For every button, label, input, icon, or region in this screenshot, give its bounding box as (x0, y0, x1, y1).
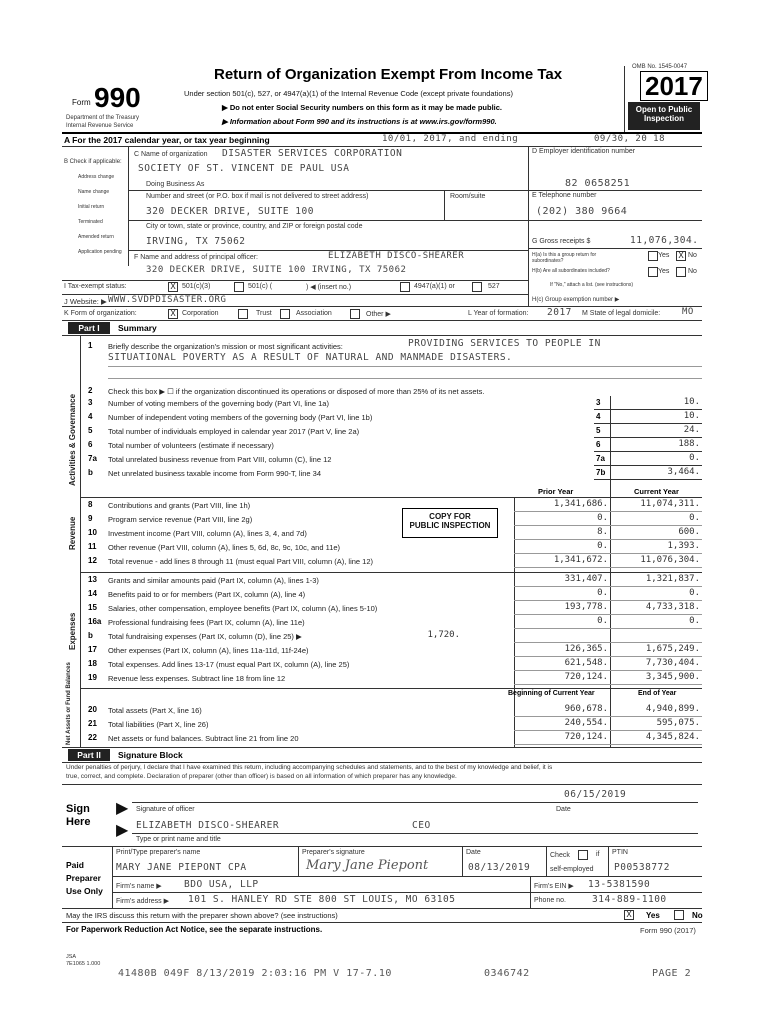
prep-sig-label: Preparer's signature (302, 849, 365, 856)
exp-row-num: 13 (88, 575, 97, 584)
exp-row-rule (514, 628, 702, 629)
city-value: IRVING, TX 75062 (146, 236, 246, 247)
may-no: No (692, 911, 703, 920)
exp-row-label: Other expenses (Part IX, column (A), lines 11a-11d, 11f-24e) (108, 646, 309, 655)
prep-date: 08/13/2019 (468, 862, 531, 873)
gov-row-num: 7a (88, 454, 97, 463)
exp-row-rule (514, 642, 702, 643)
side-net: Net Assets or Fund Balances (66, 662, 72, 745)
rev-current-value: 0. (689, 513, 700, 523)
prep-ptin: P00538772 (614, 862, 670, 873)
decl-line1: Under penalties of perjury, I declare that I have examined this return, including accompanying schedules and statements, and to the best of my knowledge and belief, it is (66, 764, 553, 771)
ein-value: 82 0658251 (565, 178, 631, 189)
i-501c: 501(c) ( (248, 283, 273, 290)
check-amended-return[interactable]: Amended return (78, 234, 114, 240)
exp-row-rule (514, 614, 702, 615)
gov-row-label: Net unrelated business taxable income from Form 990-T, line 34 (108, 469, 322, 478)
public-inspection-stamp (402, 508, 498, 538)
exp-prior-value: 720,124. (564, 672, 608, 682)
exp-prior-value: 193,778. (564, 602, 608, 612)
side-gov: Activities & Governance (68, 393, 77, 486)
website-value: WWW.SVDPDISASTER.ORG (108, 295, 227, 305)
rev-row-rule (514, 511, 702, 512)
k-corp-mark: X (170, 309, 176, 318)
check-name-change[interactable]: Name change (78, 189, 110, 195)
net-prior-value: 720,124. (564, 732, 608, 742)
form-word: Form (72, 98, 91, 107)
sig-officer-label[interactable]: Signature of officer (136, 806, 195, 813)
gov-row-label: Total unrelated business revenue from Part VIII, column (C), line 12 (108, 455, 332, 464)
prep-signature: Mary Jane Piepont (306, 858, 429, 873)
g-label: G Gross receipts $ (532, 238, 591, 245)
ha-no-mark: X (678, 251, 684, 260)
prep-name-label: Print/Type preparer's name (116, 849, 201, 856)
exp-row-rule (514, 684, 702, 685)
officer-name: ELIZABETH DISCO-SHEARER (328, 251, 465, 261)
l2-num: 2 (88, 386, 93, 395)
rev-row-num: 8 (88, 500, 93, 509)
rev-prior-value: 8. (597, 527, 608, 537)
form-title: Return of Organization Exempt From Income Tax (214, 66, 563, 83)
footer-code: 7E1065 1.000 (66, 961, 101, 967)
rev-row-label: Total revenue - add lines 8 through 11 (must equal Part VIII, column (A), line 12) (108, 557, 373, 566)
exp-current-value: 1,321,837. (645, 574, 700, 584)
net-current-value: 4,940,899. (645, 704, 700, 714)
may-yes: Yes (646, 911, 660, 920)
open-public-text: Open to Public (635, 105, 693, 114)
hb-label: H(b) Are all subordinates included? (532, 268, 610, 274)
check-initial-return[interactable]: Initial return (78, 204, 105, 210)
rev-row-label: Investment income (Part VIII, column (A), lines 3, 4, and 7d) (108, 529, 307, 538)
exp-row-label: Grants and similar amounts paid (Part IX, column (A), lines 1-3) (108, 576, 319, 585)
net-row-label: Total assets (Part X, line 16) (108, 706, 202, 715)
org-name-1: DISASTER SERVICES CORPORATION (222, 148, 403, 159)
prep-if-label: if (596, 851, 600, 858)
part1-title: Summary (118, 323, 157, 333)
exp-prior-value: 621,548. (564, 658, 608, 668)
exp-row-rule (514, 656, 702, 657)
officer-address: 320 DECKER DRIVE, SUITE 100 IRVING, TX 75062 (146, 265, 407, 275)
exp-row-label: Revenue less expenses. Subtract line 18 from line 12 (108, 674, 286, 683)
tax-year: 2017 (640, 71, 708, 101)
firm-address: 101 S. HANLEY RD STE 800 ST LOUIS, MO 63105 (188, 894, 456, 905)
dba-label: Doing Business As (146, 181, 205, 188)
footer-id: 0346742 (484, 968, 530, 979)
net-prior-value: 240,554. (564, 718, 608, 728)
net-row-label: Net assets or fund balances. Subtract line 21 from line 20 (108, 734, 299, 743)
rev-current-value: 11,076,304. (640, 555, 700, 565)
gov-row-box: 7b (596, 468, 606, 477)
may-discuss-text: May the IRS discuss this return with the preparer shown above? (see instructions) (66, 911, 338, 920)
gov-row-label: Total number of individuals employed in calendar year 2017 (Part V, line 2a) (108, 427, 360, 436)
gov-row-value: 0. (689, 453, 700, 463)
exp-prior-value: 331,407. (564, 574, 608, 584)
net-row-rule (514, 730, 702, 731)
sign-date-label: Date (556, 806, 571, 813)
rev-row-rule (514, 553, 702, 554)
exp-row-label: Benefits paid to or for members (Part IX, column (A), line 4) (108, 590, 306, 599)
ha-no-checkbox[interactable] (676, 251, 686, 261)
ha-no[interactable]: No (688, 252, 697, 259)
current-year-head: Current Year (634, 487, 679, 496)
paid-label: Paid (66, 860, 84, 870)
preparer-label: Preparer (66, 873, 101, 883)
line-k-label: K Form of organization: (64, 310, 137, 317)
exp-row-num: 18 (88, 659, 97, 668)
line-i-label: I Tax-exempt status: (64, 283, 127, 290)
firm-name: BDO USA, LLP (184, 879, 259, 890)
exp-row-num: 17 (88, 645, 97, 654)
exp-row-label: Salaries, other compensation, employee benefits (Part IX, column (A), lines 5-10) (108, 604, 378, 613)
exp-row-label: Professional fundraising fees (Part IX, column (A), line 11e) (108, 618, 305, 627)
i-insert: ) ◀ (insert no.) (306, 284, 352, 291)
use-only-label: Use Only (66, 886, 103, 896)
prior-year-head: Prior Year (538, 487, 574, 496)
may-yes-mark: X (626, 910, 632, 919)
m-value: MO (682, 307, 694, 317)
pra-notice: For Paperwork Reduction Act Notice, see the separate instructions. (66, 925, 323, 934)
check-terminated[interactable]: Terminated (78, 219, 103, 225)
i-527: 527 (488, 283, 500, 290)
firm-label: Firm's name ▶ (116, 883, 162, 890)
section-b-label: B Check if applicable: (64, 159, 122, 165)
k-trust: Trust (256, 310, 272, 317)
street-value: 320 DECKER DRIVE, SUITE 100 (146, 206, 314, 217)
prep-self-label: self-employed (550, 866, 594, 873)
form-number: 990 (94, 82, 141, 113)
hc-label: H(c) Group exemption number ▶ (532, 297, 620, 303)
rev-row-rule (514, 525, 702, 526)
side-exp: Expenses (68, 612, 77, 650)
gov-row-label: Number of independent voting members of the governing body (Part VI, line 1b) (108, 413, 373, 422)
rev-prior-value: 0. (597, 541, 608, 551)
l-label: L Year of formation: (468, 310, 529, 317)
net-row-rule (514, 744, 702, 745)
exp-prior-value: 0. (597, 616, 608, 626)
rev-row-num: 9 (88, 514, 93, 523)
firm-phone-label: Phone no. (534, 897, 566, 904)
net-row-label: Total liabilities (Part X, line 26) (108, 720, 209, 729)
footer-page: PAGE 2 (652, 968, 692, 979)
rev-current-value: 1,393. (667, 541, 700, 551)
net-row-num: 21 (88, 719, 97, 728)
i-4947: 4947(a)(1) or (414, 283, 455, 290)
e-label: E Telephone number (532, 192, 597, 199)
line-a-begin: 10/01, 2017, and ending (382, 134, 519, 144)
line-a-label: A For the 2017 calendar year, or tax year beginning (64, 135, 270, 145)
footer-jsa: JSA (66, 954, 77, 960)
phone-value: (202) 380 9664 (536, 206, 628, 217)
rev-row-num: 12 (88, 556, 97, 565)
gov-row-num: b (88, 468, 93, 477)
stamp-line2: PUBLIC INSPECTION (409, 521, 491, 530)
decl-line2: true, correct, and complete. Declaration of preparer (other than officer) is based on all information of which preparer has any knowledge. (66, 773, 457, 780)
rev-row-label: Other revenue (Part VIII, column (A), lines 5, 6d, 8c, 9c, 10c, and 11e) (108, 543, 341, 552)
gov-row-value: 3,464. (667, 467, 700, 477)
gov-row-num: 4 (88, 412, 93, 421)
open-to-public-box (628, 102, 700, 130)
exp-row-num: 19 (88, 673, 97, 682)
inspection-text: Inspection (643, 114, 684, 123)
exp-current-value: 4,733,318. (645, 602, 700, 612)
line-j-label: J Website: ▶ (64, 297, 107, 306)
exp-current-value: 7,730,404. (645, 658, 700, 668)
exp-row-num: 15 (88, 603, 97, 612)
room-label: Room/suite (450, 193, 486, 200)
footer-form: Form 990 (2017) (640, 926, 696, 935)
info-note: ▶ Information about Form 990 and its instructions is at www.irs.gov/form990. (222, 117, 497, 126)
irs-label: Internal Revenue Service (66, 123, 134, 129)
omb-number: OMB No. 1545-0047 (632, 64, 688, 70)
firm-addr-label: Firm's address ▶ (116, 898, 170, 905)
d-label: D Employer identification number (532, 148, 636, 155)
exp-current-value: 1,675,249. (645, 644, 700, 654)
f-label: F Name and address of principal officer: (134, 254, 258, 261)
rev-row-label: Contributions and grants (Part VIII, line 1h) (108, 501, 251, 510)
part2-title: Signature Block (118, 750, 183, 760)
hb-no[interactable]: No (688, 268, 697, 275)
k-corp-checkbox[interactable] (168, 309, 178, 319)
mission-1: PROVIDING SERVICES TO PEOPLE IN (408, 338, 601, 349)
gov-row-box: 7a (596, 454, 605, 463)
rev-current-value: 11,074,311. (640, 499, 700, 509)
gov-row-value: 24. (683, 425, 700, 435)
gov-row-value: 10. (683, 411, 700, 421)
sign-arrow-icon: ▶ (116, 800, 129, 817)
gov-row-num: 6 (88, 440, 93, 449)
l1-num: 1 (88, 341, 93, 350)
exp-prior-value: 0. (597, 588, 608, 598)
firm-ein-label: Firm's EIN ▶ (534, 883, 574, 890)
part2-tag: Part II (68, 749, 110, 761)
sign-label: Sign (66, 803, 90, 815)
sign-date: 06/15/2019 (564, 789, 627, 800)
net-current-value: 595,075. (656, 718, 700, 728)
net-current-value: 4,345,824. (645, 732, 700, 742)
rev-row-num: 10 (88, 528, 97, 537)
gov-box-divider (610, 396, 611, 484)
i-501c3-checkbox[interactable] (168, 282, 178, 292)
exp-row-num: b (88, 631, 93, 640)
exp-current-value: 0. (689, 616, 700, 626)
firm-ein: 13-5381590 (588, 879, 651, 890)
exp-row-label: Total fundraising expenses (Part IX, column (D), line 25) ▶ (108, 632, 302, 641)
gov-row-label: Number of voting members of the governing body (Part VI, line 1a) (108, 399, 329, 408)
gov-row-box: 4 (596, 412, 601, 421)
exp-row-num: 14 (88, 589, 97, 598)
k-association: Association (296, 310, 332, 317)
footer-stamp: 41480B 049F 8/13/2019 2:03:16 PM V 17-7.10 (118, 968, 392, 979)
type-label: Type or print name and title (136, 836, 221, 843)
hb-note: If "No," attach a list. (see instructions) (550, 282, 634, 288)
line-a-end: 09/30, 20 18 (594, 134, 666, 144)
exp-prior-value: 126,365. (564, 644, 608, 654)
gov-row-box: 5 (596, 426, 601, 435)
gov-row-label: Total number of volunteers (estimate if necessary) (108, 441, 274, 450)
firm-phone: 314-889-1100 (592, 894, 667, 905)
part1-tag: Part I (68, 322, 110, 334)
dept-label: Department of the Treasury (66, 115, 140, 121)
k-corporation: Corporation (182, 310, 219, 317)
net-row-num: 20 (88, 705, 97, 714)
l2-text: Check this box ▶ ☐ if the organization discontinued its operations or disposed of more than 25% of its net assets. (108, 387, 485, 396)
here-label: Here (66, 816, 91, 828)
exp-fundraising-value: 1,720. (427, 630, 460, 640)
gov-row-num: 3 (88, 398, 93, 407)
side-rev: Revenue (68, 516, 77, 550)
gov-row-value: 10. (683, 397, 700, 407)
eoy-head: End of Year (638, 690, 677, 697)
no-ssn-note: ▶ Do not enter Social Security numbers on this form as it may be made public. (222, 103, 502, 112)
mission-2: SITUATIONAL POVERTY AS A RESULT OF NATURAL AND MANMADE DISASTERS. (108, 352, 513, 363)
gov-row-value: 188. (678, 439, 700, 449)
street-label: Number and street (or P.O. box if mail is not delivered to street address) (146, 193, 369, 200)
check-address-change[interactable]: Address change (78, 174, 115, 180)
k-other: Other ▶ (366, 311, 391, 318)
l-value: 2017 (547, 307, 572, 318)
exp-row-num: 16a (88, 617, 102, 626)
check-application-pending[interactable]: Application pending (78, 249, 122, 255)
net-row-num: 22 (88, 733, 97, 742)
net-row-rule (514, 716, 702, 717)
rev-prior-value: 1,341,672. (553, 555, 608, 565)
city-label: City or town, state or province, country, and ZIP or foreign postal code (146, 223, 363, 230)
rev-row-rule (514, 539, 702, 540)
rev-row-label: Program service revenue (Part VIII, line 2g) (108, 515, 253, 524)
exp-row-label: Total expenses. Add lines 13-17 (must equal Part IX, column (A), line 25) (108, 660, 350, 669)
officer-title: CEO (412, 820, 431, 831)
gross-receipts: 11,076,304. (630, 235, 699, 246)
l1-text: Briefly describe the organization's mission or most significant activities: (108, 342, 343, 351)
ha-yes[interactable]: Yes (658, 252, 670, 259)
gov-row-num: 5 (88, 426, 93, 435)
net-prior-value: 960,678. (564, 704, 608, 714)
prep-date-label: Date (466, 849, 481, 856)
i-501c3-mark: X (170, 282, 176, 291)
rev-current-value: 600. (678, 527, 700, 537)
exp-current-value: 3,345,900. (645, 672, 700, 682)
c-label: C Name of organization (134, 151, 208, 158)
exp-row-rule (514, 600, 702, 601)
ha-label: H(a) Is this a group return for subordinates? (532, 252, 597, 264)
rev-row-rule (514, 567, 702, 568)
stamp-line1: COPY FOR (429, 512, 471, 521)
gov-row-box: 6 (596, 440, 601, 449)
rev-row-num: 11 (88, 542, 97, 551)
prep-name: MARY JANE PIEPONT CPA (116, 862, 247, 873)
hb-yes[interactable]: Yes (658, 268, 670, 275)
m-label: M State of legal domicile: (582, 310, 661, 317)
org-name-2: SOCIETY OF ST. VINCENT DE PAUL USA (138, 163, 350, 174)
boy-head: Beginning of Current Year (508, 690, 595, 697)
exp-current-value: 0. (689, 588, 700, 598)
ptin-label: PTIN (612, 849, 628, 856)
gov-row-box: 3 (596, 398, 601, 407)
rev-prior-value: 0. (597, 513, 608, 523)
prep-check-label: Check (550, 852, 570, 859)
may-yes-checkbox[interactable] (624, 910, 634, 920)
section-b-list (78, 174, 126, 264)
officer-print-name: ELIZABETH DISCO-SHEARER (136, 820, 280, 831)
i-501c3: 501(c)(3) (182, 283, 211, 290)
rev-prior-value: 1,341,686. (553, 499, 608, 509)
exp-row-rule (514, 670, 702, 671)
exp-row-rule (514, 586, 702, 587)
under-section: Under section 501(c), 527, or 4947(a)(1) of the Internal Revenue Code (except private foundations) (184, 89, 513, 98)
sign-arrow2-icon: ▶ (116, 822, 129, 839)
